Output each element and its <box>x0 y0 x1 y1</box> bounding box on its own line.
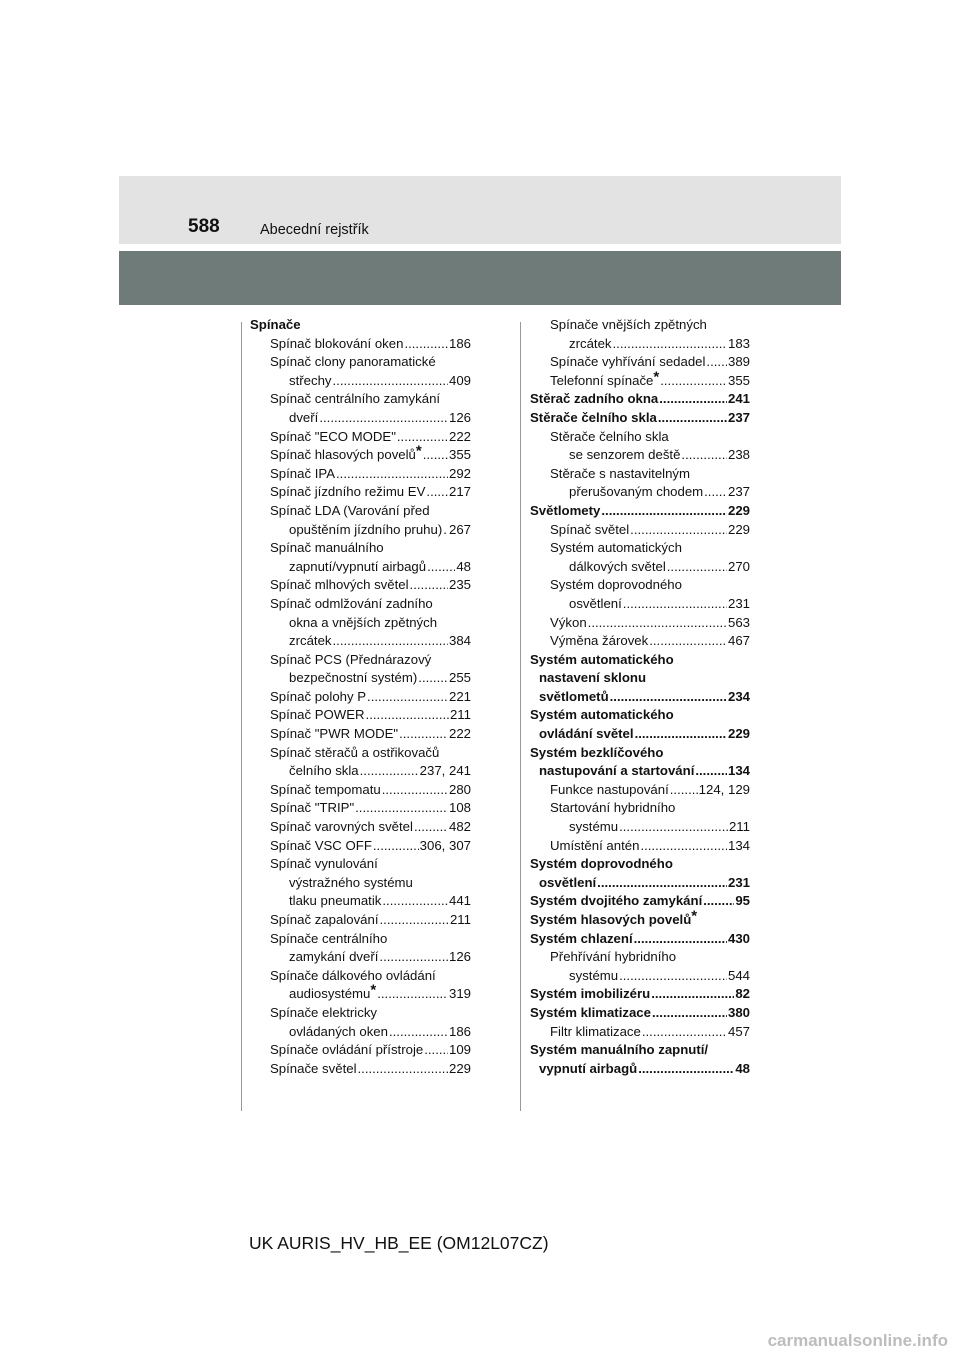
index-entry <box>530 967 750 986</box>
dot-leader <box>660 372 727 391</box>
index-entry <box>250 1023 471 1042</box>
entry-label: tlaku pneumatik <box>289 893 382 909</box>
entry-page-number: 95 <box>735 893 750 909</box>
index-entry <box>530 1060 750 1079</box>
entry-label: Funkce nastupování <box>550 781 669 797</box>
entry-page-number: 126 <box>448 409 471 425</box>
entry-page-number: 255 <box>448 670 471 686</box>
footer-model-code: UK AURIS_HV_HB_EE (OM12L07CZ) <box>249 1233 549 1253</box>
dot-leader <box>418 669 448 688</box>
entry-label: audiosystému <box>289 986 371 1002</box>
dot-leader <box>681 446 727 465</box>
entry-label: opuštěním jízdního pruhu) <box>289 521 443 537</box>
dot-leader <box>601 502 727 521</box>
section-title: Abecední rejstřík <box>260 222 369 238</box>
entry-label: Stěrač zadního okna <box>530 391 659 407</box>
entry-page-number: 211 <box>449 707 471 723</box>
index-entry <box>530 855 750 874</box>
entry-label: Spínač světel <box>550 521 630 537</box>
entry-page-number: 48 <box>735 1060 750 1076</box>
entry-label: zamykání dveří <box>289 949 379 965</box>
entry-label: Systém manuálního zapnutí/ <box>530 1042 709 1058</box>
dot-leader <box>367 688 448 707</box>
dot-leader <box>333 372 448 391</box>
entry-page-number: 241 <box>727 391 750 407</box>
entry-label: Spínač varovných světel <box>270 819 413 835</box>
dot-leader <box>638 1060 734 1079</box>
entry-label: ovládaných oken <box>289 1023 388 1039</box>
dot-leader <box>652 1004 727 1023</box>
entry-label: střechy <box>289 372 332 388</box>
entry-page-number: 229 <box>448 1060 471 1076</box>
index-entry <box>250 539 471 558</box>
entry-label: Spínače centrálního <box>270 930 388 946</box>
index-entry <box>250 669 471 688</box>
index-entry <box>250 855 471 874</box>
entry-label: Spínač centrálního zamykání <box>270 391 441 407</box>
index-entry <box>250 465 471 484</box>
index-entry <box>250 744 471 763</box>
dot-leader <box>373 837 419 856</box>
index-entry <box>250 818 471 837</box>
entry-page-number: 186 <box>448 335 471 351</box>
entry-label: Spínače elektricky <box>270 1004 378 1020</box>
entry-page-number: 389 <box>727 354 750 370</box>
index-entry <box>530 874 750 893</box>
dot-leader <box>634 930 727 949</box>
entry-label: bezpečnostní systém) <box>289 670 418 686</box>
entry-label: Systém automatického <box>530 651 674 667</box>
entry-label: Spínač polohy P <box>270 688 367 704</box>
entry-label: Systém chlazení <box>530 930 633 946</box>
index-entry <box>530 446 750 465</box>
entry-label: Spínač clony panoramatické <box>270 354 436 370</box>
dot-leader <box>613 335 727 354</box>
dot-leader <box>379 948 448 967</box>
footnote-asterisk: * <box>691 907 698 925</box>
index-entry <box>250 614 471 633</box>
dot-leader <box>649 632 727 651</box>
entry-page-number: 229 <box>727 726 750 742</box>
index-entry <box>530 1023 750 1042</box>
entry-page-number: 467 <box>727 633 750 649</box>
index-entry <box>250 930 471 949</box>
entry-page-number: 280 <box>448 781 471 797</box>
entry-label: výstražného systému <box>289 874 413 890</box>
entry-label: Systém automatického <box>530 707 674 723</box>
entry-page-number: 267 <box>448 521 471 537</box>
dot-leader <box>426 483 448 502</box>
entry-label: systému <box>569 967 619 983</box>
entry-page-number: 124, 129 <box>698 781 750 797</box>
entry-label: Spínače vnějších zpětných <box>550 317 707 332</box>
entry-page-number: 221 <box>448 688 471 704</box>
dot-leader <box>366 706 449 725</box>
index-entry <box>530 651 750 670</box>
entry-page-number: 231 <box>727 874 750 890</box>
index-entry <box>250 799 471 818</box>
entry-page-number: 292 <box>448 465 471 481</box>
index-entry <box>530 907 750 930</box>
index-entry <box>530 502 750 521</box>
index-entry <box>530 316 750 335</box>
entry-label: Spínače vyhřívání sedadel <box>550 354 706 370</box>
index-entry <box>530 837 750 856</box>
entry-label: Systém bezklíčového <box>530 744 664 760</box>
entry-page-number: 234 <box>727 688 750 704</box>
entry-label: Spínač jízdního režimu EV <box>270 484 426 500</box>
column-divider-left <box>241 322 242 1111</box>
entry-label: dveří <box>289 409 319 425</box>
footnote-asterisk: * <box>415 442 422 460</box>
index-entry <box>530 390 750 409</box>
index-entry <box>250 781 471 800</box>
index-column-1 <box>250 316 471 1078</box>
entry-label: se senzorem deště <box>569 447 681 463</box>
entry-page-number: 222 <box>448 726 471 742</box>
dot-leader <box>443 521 448 540</box>
entry-page-number: 108 <box>448 800 471 816</box>
entry-page-number: 457 <box>727 1023 750 1039</box>
entry-label: Spínač mlhových světel <box>270 577 409 593</box>
entry-page-number: 270 <box>727 558 750 574</box>
entry-label: vypnutí airbagů <box>539 1060 638 1076</box>
entry-page-number: 134 <box>727 837 750 853</box>
index-entry <box>530 409 750 428</box>
entry-label: Startování hybridního <box>550 800 676 816</box>
index-entry <box>250 316 471 335</box>
dot-leader <box>424 1041 448 1060</box>
entry-label: světlometů <box>539 688 609 704</box>
entry-label: Umístění antén <box>550 837 640 853</box>
dot-leader <box>640 837 727 856</box>
entry-page-number: 237, 241 <box>419 763 471 779</box>
dot-leader <box>336 465 448 484</box>
entry-label: Spínač "PWR MODE" <box>270 726 399 742</box>
index-entry <box>250 502 471 521</box>
entry-page-number: 217 <box>448 484 471 500</box>
index-entry <box>250 1041 471 1060</box>
dot-leader <box>623 595 727 614</box>
page-number: 588 <box>188 216 220 237</box>
index-entry <box>250 632 471 651</box>
entry-page-number: 237 <box>727 409 750 425</box>
index-entry <box>530 335 750 354</box>
index-entry <box>530 762 750 781</box>
index-entry <box>530 781 750 800</box>
entry-label: Systém automatických <box>550 540 682 556</box>
dot-leader <box>642 1023 727 1042</box>
index-entry <box>530 632 750 651</box>
entry-page-number: 409 <box>448 372 471 388</box>
chapter-bar <box>119 251 841 305</box>
entry-label: Systém dvojitého zamykání <box>530 893 703 909</box>
dot-leader <box>404 335 448 354</box>
entry-label: Stěrače čelního skla <box>530 409 657 425</box>
index-entry <box>530 1041 750 1060</box>
entry-label: Spínače ovládání přístroje <box>270 1042 424 1058</box>
entry-page-number: 384 <box>448 633 471 649</box>
index-entry <box>250 762 471 781</box>
index-entry <box>530 558 750 577</box>
index-entry <box>530 669 750 688</box>
entry-label: nastupování a startování <box>539 763 695 779</box>
dot-leader <box>704 483 727 502</box>
index-entry <box>250 1060 471 1079</box>
entry-page-number: 482 <box>448 819 471 835</box>
index-entry <box>530 576 750 595</box>
index-entry <box>250 372 471 391</box>
entry-label: nastavení sklonu <box>539 670 647 686</box>
entry-label: Spínač odmlžování zadního <box>270 595 433 611</box>
column-divider-middle <box>520 322 521 1111</box>
entry-label: Systém imobilizéru <box>530 986 651 1002</box>
dot-leader <box>706 353 727 372</box>
index-entry <box>530 948 750 967</box>
entry-page-number: 355 <box>727 372 750 388</box>
dot-leader <box>397 428 448 447</box>
index-entry <box>250 688 471 707</box>
entry-label: zrcátek <box>289 633 332 649</box>
dot-leader <box>399 725 448 744</box>
dot-leader <box>377 985 448 1004</box>
entry-page-number: 319 <box>448 986 471 1002</box>
entry-label: Spínač stěračů a ostřikovačů <box>270 744 440 760</box>
entry-label: ovládání světel <box>539 726 634 742</box>
entry-label: Spínač hlasových povelů <box>270 447 416 463</box>
dot-leader <box>635 725 727 744</box>
dot-leader <box>380 911 449 930</box>
watermark: carmanualsonline.info <box>767 1331 948 1350</box>
index-entry <box>530 725 750 744</box>
index-entry <box>530 595 750 614</box>
index-entry <box>250 892 471 911</box>
index-entry <box>250 911 471 930</box>
entry-label: zrcátek <box>569 335 612 351</box>
footnote-asterisk: * <box>653 368 660 386</box>
entry-page-number: 306, 307 <box>419 837 471 853</box>
dot-leader <box>619 818 728 837</box>
dot-leader <box>389 1023 448 1042</box>
entry-label: Spínač tempomatu <box>270 781 381 797</box>
dot-leader <box>703 892 734 911</box>
entry-label: Přehřívání hybridního <box>550 949 677 965</box>
entry-page-number: 229 <box>727 502 750 518</box>
entry-page-number: 430 <box>727 930 750 946</box>
dot-leader <box>414 818 448 837</box>
index-entry <box>250 428 471 447</box>
entry-label: Spínač LDA (Varování před <box>270 502 430 518</box>
entry-page-number: 441 <box>448 893 471 909</box>
dot-leader <box>659 390 727 409</box>
dot-leader <box>382 781 448 800</box>
index-entry <box>250 1004 471 1023</box>
index-entry <box>250 353 471 372</box>
entry-label: čelního skla <box>289 763 359 779</box>
entry-label: Spínač zapalování <box>270 912 379 927</box>
dot-leader <box>695 762 727 781</box>
index-entry <box>250 409 471 428</box>
dot-leader <box>658 409 727 428</box>
footnote-asterisk: * <box>370 981 377 999</box>
entry-label: Spínač "TRIP" <box>270 800 355 816</box>
index-entry <box>530 744 750 763</box>
entry-page-number: 222 <box>448 428 471 444</box>
entry-page-number: 229 <box>727 521 750 537</box>
entry-page-number: 183 <box>727 335 750 351</box>
dot-leader <box>588 614 727 633</box>
dot-leader <box>630 521 727 540</box>
index-entry <box>530 892 750 911</box>
index-entry <box>250 651 471 670</box>
index-entry <box>250 576 471 595</box>
index-entry <box>250 335 471 354</box>
index-entry <box>250 967 471 986</box>
dot-leader <box>319 409 448 428</box>
dot-leader <box>360 762 419 781</box>
index-entry <box>250 483 471 502</box>
entry-label: Telefonní spínače <box>550 372 654 388</box>
dot-leader <box>610 688 727 707</box>
index-entry <box>250 521 471 540</box>
index-entry <box>530 353 750 372</box>
dot-leader <box>667 558 727 577</box>
entry-page-number: 237 <box>727 484 750 500</box>
entry-label: Spínače <box>250 317 301 332</box>
index-entry <box>250 725 471 744</box>
index-entry <box>250 390 471 409</box>
entry-label: Spínač POWER <box>270 707 365 723</box>
entry-label: Systém klimatizace <box>530 1004 651 1020</box>
index-entry <box>530 483 750 502</box>
index-entry <box>530 818 750 837</box>
entry-page-number: 82 <box>735 986 750 1002</box>
index-entry <box>530 521 750 540</box>
entry-label: Spínač manuálního <box>270 540 384 556</box>
entry-label: Spínače dálkového ovládání <box>270 967 436 983</box>
dot-leader <box>651 985 734 1004</box>
entry-label: Systém hlasových povelů <box>530 912 692 927</box>
entry-label: zapnutí/vypnutí airbagů <box>289 558 427 574</box>
header-band <box>119 176 841 244</box>
index-entry <box>530 614 750 633</box>
entry-label: Výkon <box>550 614 587 630</box>
index-entry <box>250 706 471 725</box>
entry-label: osvětlení <box>539 874 597 890</box>
entry-label: Spínač IPA <box>270 465 335 481</box>
entry-label: okna a vnějších zpětných <box>289 614 438 630</box>
entry-page-number: 134 <box>727 763 750 779</box>
dot-leader <box>619 967 727 986</box>
entry-label: osvětlení <box>569 595 622 611</box>
index-entry <box>530 539 750 558</box>
dot-leader <box>410 576 448 595</box>
index-entry <box>250 442 471 465</box>
entry-label: Stěrače s nastavitelným <box>550 465 690 481</box>
entry-label: Spínač PCS (Přednárazový <box>270 651 432 667</box>
dot-leader <box>670 781 698 800</box>
entry-label: Světlomety <box>530 502 601 518</box>
entry-page-number: 231 <box>727 595 750 611</box>
entry-label: Systém doprovodného <box>550 577 682 593</box>
dot-leader <box>355 799 448 818</box>
dot-leader <box>333 632 448 651</box>
entry-label: Stěrače čelního skla <box>550 428 669 444</box>
dot-leader <box>382 892 448 911</box>
entry-page-number: 544 <box>727 967 750 983</box>
index-entry <box>530 688 750 707</box>
entry-label: Systém doprovodného <box>530 856 673 872</box>
entry-page-number: 235 <box>448 577 471 593</box>
entry-page-number: 126 <box>448 949 471 965</box>
entry-label: přerušovaným chodem <box>569 484 704 500</box>
index-entry <box>250 874 471 893</box>
entry-label: systému <box>569 819 619 835</box>
index-entry <box>530 706 750 725</box>
index-entry <box>250 948 471 967</box>
entry-page-number: 211 <box>449 912 471 927</box>
index-entry <box>250 837 471 856</box>
entry-label: Spínač vynulování <box>270 856 378 872</box>
entry-page-number: 211 <box>728 819 750 835</box>
entry-label: dálkových světel <box>569 558 666 574</box>
entry-label: Spínače světel <box>270 1060 357 1076</box>
entry-label: Spínač blokování oken <box>270 335 404 351</box>
index-entry <box>250 595 471 614</box>
entry-page-number: 238 <box>727 447 750 463</box>
index-entry <box>530 428 750 447</box>
entry-label: Filtr klimatizace <box>550 1023 641 1039</box>
entry-label: Spínač VSC OFF <box>270 837 372 853</box>
index-entry <box>530 799 750 818</box>
dot-leader <box>358 1060 448 1079</box>
index-entry <box>530 368 750 391</box>
index-entry <box>530 1004 750 1023</box>
entry-page-number: 380 <box>727 1004 750 1020</box>
entry-page-number: 109 <box>448 1042 471 1058</box>
entry-page-number: 186 <box>448 1023 471 1039</box>
index-entry <box>530 985 750 1004</box>
dot-leader <box>597 874 727 893</box>
dot-leader <box>423 446 448 465</box>
index-entry <box>530 930 750 949</box>
entry-label: Výměna žárovek <box>550 633 649 649</box>
index-column-2 <box>530 316 750 1078</box>
index-entry <box>250 558 471 577</box>
dot-leader <box>427 558 455 577</box>
entry-page-number: 563 <box>727 614 750 630</box>
entry-label: Spínač "ECO MODE" <box>270 428 396 444</box>
entry-page-number: 355 <box>448 447 471 463</box>
entry-page-number: 48 <box>456 558 471 574</box>
index-entry <box>530 465 750 484</box>
index-entry <box>250 981 471 1004</box>
